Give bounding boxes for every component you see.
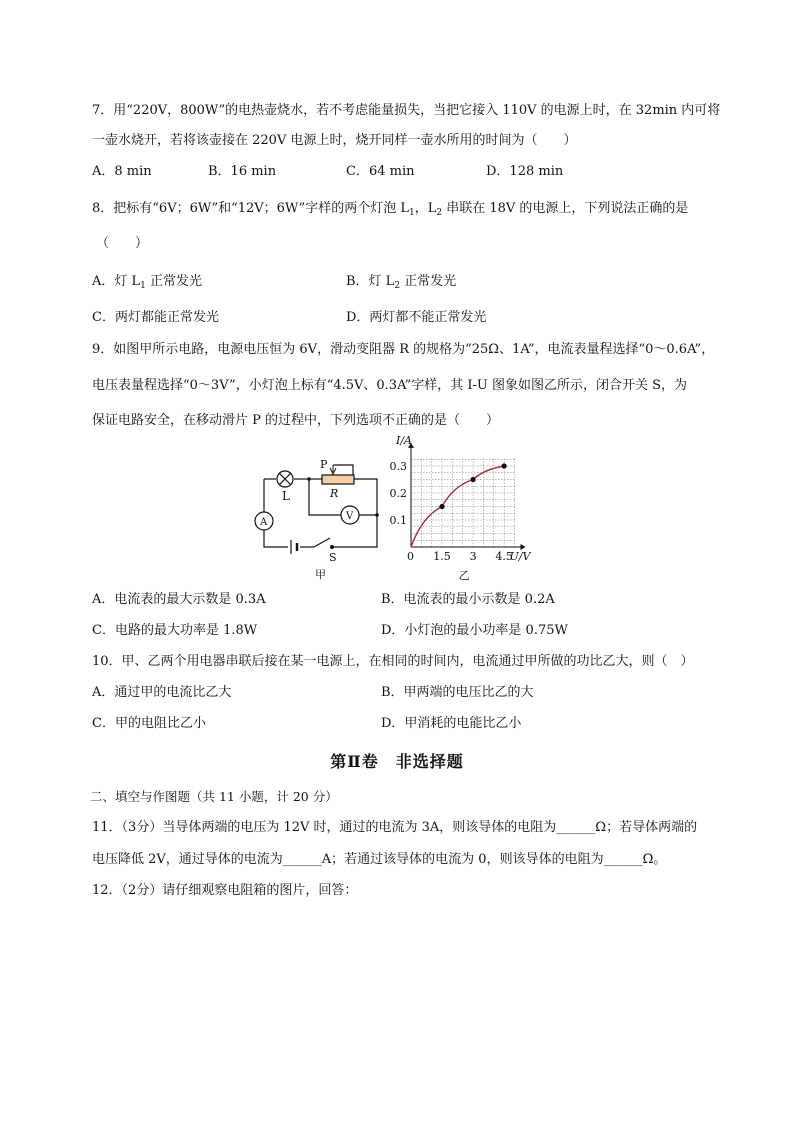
q11-line-2: 电压降低 2V，通过导体的电流为______A；若通过该导体的电流为 0，则该导体的电阻为______Ω。 xyxy=(92,852,667,867)
q7-option-a: A．8 min xyxy=(92,164,152,179)
x-tick-label: 4.5 xyxy=(495,550,513,563)
q8-option-d: D．两灯都不能正常发光 xyxy=(346,310,487,325)
q9-option-b: B．电流表的最小示数是 0.2A xyxy=(381,592,555,607)
label-s: S xyxy=(329,551,337,564)
q11-line-1: 11．（3分）当导体两端的电压为 12V 时，通过的电流为 3A，则该导体的电阻为______Ω；若导体两端的 xyxy=(92,820,698,835)
q9-option-a: A．电流表的最大示数是 0.3A xyxy=(92,592,266,607)
q7-option-c: C．64 min xyxy=(346,164,415,179)
junction-top xyxy=(307,477,311,481)
q9-option-d: D．小灯泡的最小功率是 0.75W xyxy=(381,623,568,638)
data-point xyxy=(471,477,476,482)
switch-contact xyxy=(330,545,334,549)
rheostat-r xyxy=(322,475,354,484)
q10-option-b: B．甲两端的电压比乙的大 xyxy=(381,685,534,700)
q8-line-2: （ ） xyxy=(96,236,149,251)
y-tick-label: 0.3 xyxy=(389,460,407,473)
chart-grid xyxy=(411,458,515,547)
q7-line-1: 7．用“220V，800W”的电热壶烧水，若不考虑能量损失，当把它接入 110V 的电源上时，在 32min 内可将 xyxy=(92,103,721,118)
slider-p-arrow xyxy=(330,465,336,474)
q8-option-c: C．两灯都能正常发光 xyxy=(92,310,219,325)
chart-series xyxy=(411,463,507,547)
y-tick-label: 0.2 xyxy=(389,487,407,500)
label-p: P xyxy=(320,458,328,471)
x-tick-label: 1.5 xyxy=(433,550,451,563)
q10-option-c: C．甲的电阻比乙小 xyxy=(92,716,206,731)
q8-line-1-text-a: 8．把标有“6V；6W”和“12V；6W”字样的两个灯泡 L xyxy=(92,201,409,216)
data-point xyxy=(439,504,444,509)
y-tick-label: 0.1 xyxy=(389,514,407,527)
q8-sub-2: 2 xyxy=(436,208,443,218)
q7-option-d: D．128 min xyxy=(486,164,564,179)
q9-option-c: C．电路的最大功率是 1.8W xyxy=(92,623,258,638)
q8-line-1 xyxy=(92,199,688,223)
q8-option-a-post: 正常发光 xyxy=(145,274,203,289)
q10-line-1: 10．甲、乙两个用电器串联后接在某一电源上，在相同的时间内，电流通过甲所做的功比乙大，则（ ） xyxy=(92,654,694,669)
section-2-header: 二、填空与作图题（共 11 小题，计 20 分） xyxy=(90,789,338,804)
q7-line-2: 一壶水烧开，若将该壶接在 220V 电源上时，烧开同样一壶水所用的时间为（ ） xyxy=(92,133,577,148)
x-tick-label: 3 xyxy=(469,550,477,563)
circuit-wire-left-lower xyxy=(264,530,288,547)
q8-sub-1: 1 xyxy=(408,208,415,218)
chart-y-axis-label: I/A xyxy=(396,433,412,447)
q8-option-b-post: 正常发光 xyxy=(400,274,457,289)
chart-ticks xyxy=(390,460,513,563)
q8-option-b-sub: 2 xyxy=(394,281,401,291)
q8-option-b-pre: B．灯 L xyxy=(346,274,395,289)
q10-option-a: A．通过甲的电流比乙大 xyxy=(92,685,232,700)
q8-line-1-text-b: 串联在 18V 的电源上，下列说法正确的是 xyxy=(442,201,689,216)
section-title: 第Ⅱ卷 非选择题 xyxy=(330,752,464,771)
label-v: V xyxy=(346,511,354,522)
q8-option-a-sub: 1 xyxy=(140,281,146,291)
q12-line-1: 12．（2分）请仔细观察电阻箱的图片，回答： xyxy=(92,883,358,898)
label-r: R xyxy=(330,487,339,500)
circuit-diagram xyxy=(245,455,395,583)
iu-chart xyxy=(389,433,545,583)
caption-jia: 甲 xyxy=(315,568,326,581)
q8-option-b xyxy=(346,272,456,296)
switch-s xyxy=(314,538,330,547)
q7-option-b: B．16 min xyxy=(208,164,277,179)
q8-option-a xyxy=(92,272,202,296)
q10-option-d: D．甲消耗的电能比乙小 xyxy=(381,716,522,731)
q9-line-1: 9．如图甲所示电路，电源电压恒为 6V，滑动变阻器 R 的规格为“25Ω、1A”，电流表量程选择“0～0.6A”， xyxy=(92,342,715,357)
q9-line-3: 保证电路安全，在移动滑片 P 的过程中，下列选项不正确的是（ ） xyxy=(92,413,500,428)
chart-origin-label: 0 xyxy=(407,550,414,563)
q8-option-a-pre: A．灯 L xyxy=(92,274,141,289)
label-a: A xyxy=(260,517,268,528)
chart-axes xyxy=(408,443,526,550)
chart-x-axis-label: U/V xyxy=(509,550,531,563)
label-l: L xyxy=(282,489,290,503)
junction-right xyxy=(375,513,379,517)
data-point xyxy=(502,463,507,468)
q8-sep: ，L xyxy=(414,201,437,216)
chart-caption-yi: 乙 xyxy=(458,569,470,582)
q9-line-2: 电压表量程选择“0～3V”，小灯泡上标有“4.5V、0.3A”字样，其 I-U 图象如图乙所示，闭合开关 S，为 xyxy=(92,378,687,393)
